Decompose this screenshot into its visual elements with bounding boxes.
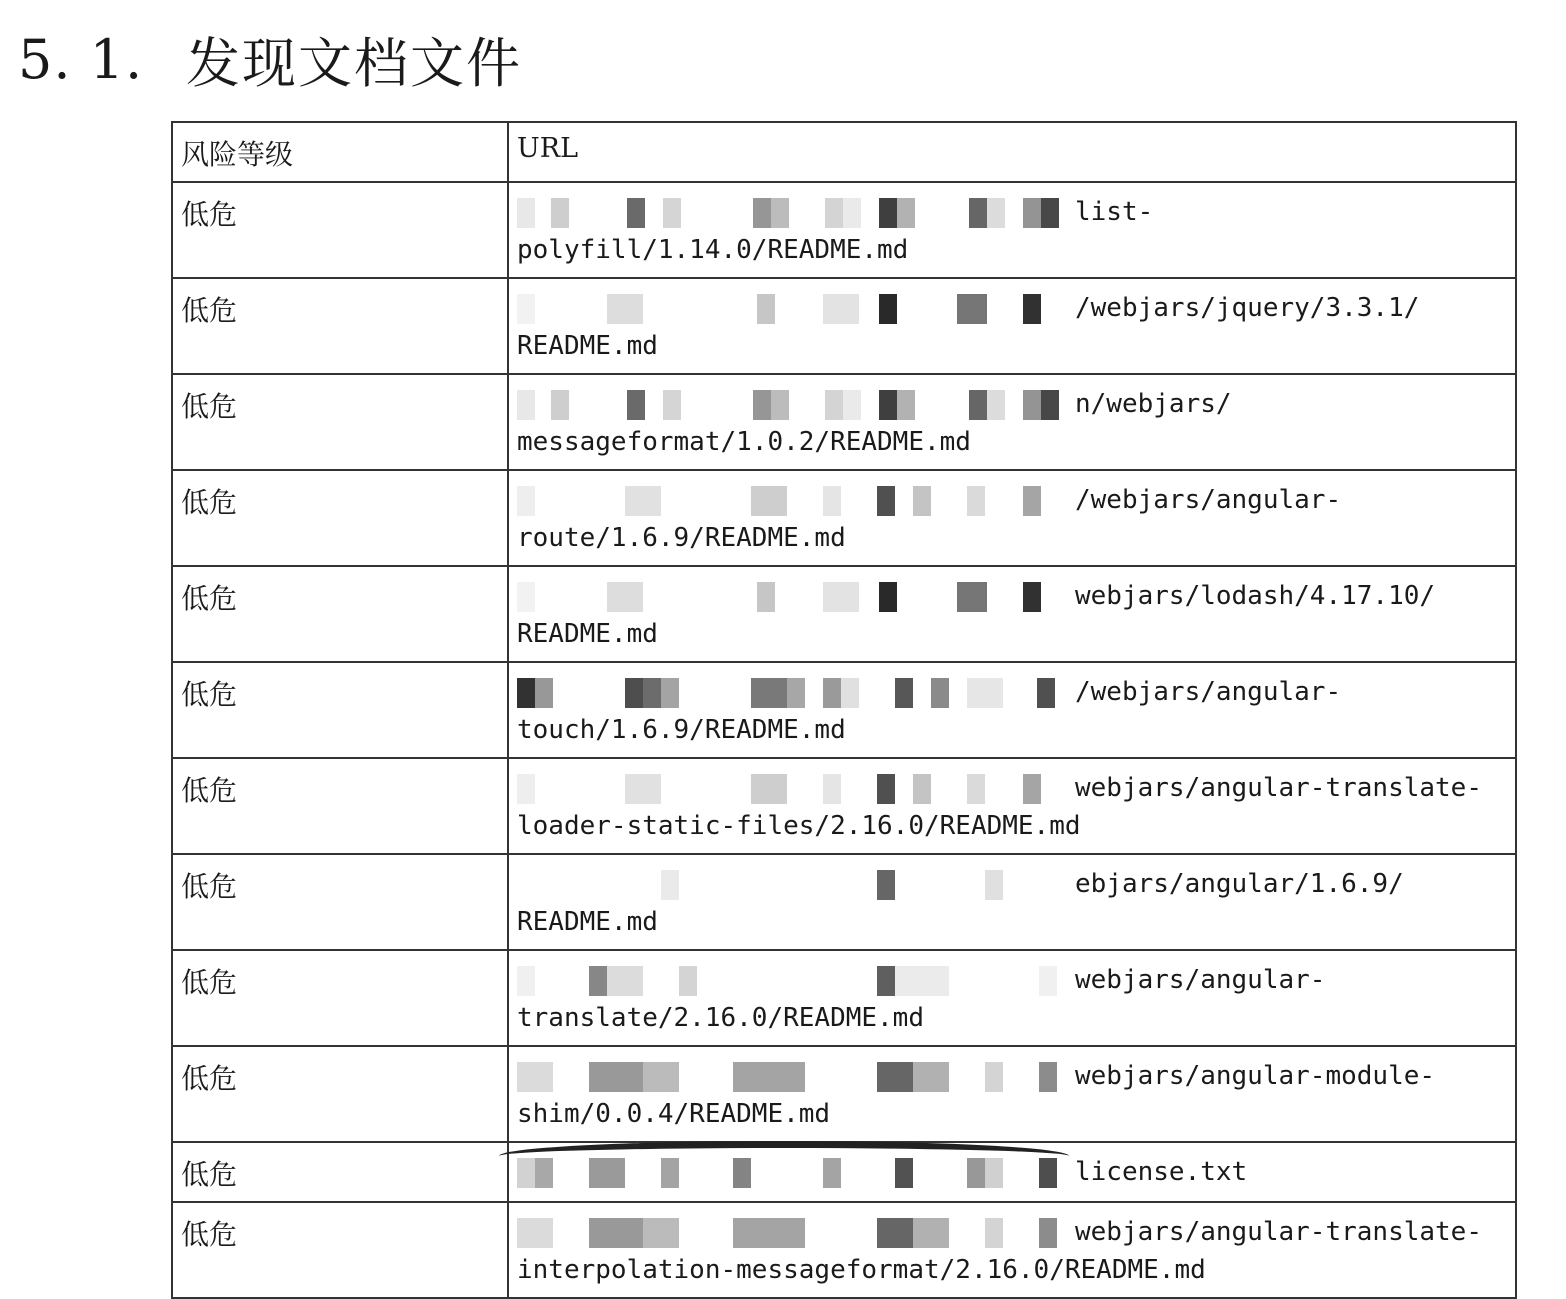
url-text-line2: README.md	[517, 331, 658, 361]
url-text-line1: ebjars/angular/1.6.9/	[1075, 869, 1404, 899]
table-row	[172, 1202, 1516, 1298]
scribble-mark	[499, 1141, 1069, 1156]
risk-level-cell: 低危	[172, 1046, 508, 1142]
table-row	[172, 278, 1516, 374]
table-row	[172, 566, 1516, 662]
url-text-line1: webjars/lodash/4.17.10/	[1075, 581, 1436, 611]
redaction-mosaic	[517, 1218, 1073, 1248]
risk-level-cell: 低危	[172, 278, 508, 374]
risk-level-cell: 低危	[172, 854, 508, 950]
redaction-mosaic	[517, 678, 1073, 708]
redaction-mosaic	[517, 486, 1073, 516]
redaction-mosaic	[517, 774, 1073, 804]
url-text-line2: loader-static-files/2.16.0/README.md	[517, 811, 1081, 841]
risk-level-cell: 低危	[172, 182, 508, 278]
url-cell	[508, 182, 1516, 278]
url-text-line1: list-	[1075, 197, 1154, 227]
url-text-line1: /webjars/angular-	[1075, 677, 1342, 707]
section-heading	[18, 24, 522, 94]
table-row	[172, 1046, 1516, 1142]
risk-level-cell: 低危	[172, 1202, 508, 1298]
url-text-line1: /webjars/jquery/3.3.1/	[1075, 293, 1420, 323]
redaction-mosaic	[517, 1062, 1073, 1092]
table-row	[172, 854, 1516, 950]
table-row	[172, 1142, 1516, 1202]
url-text-line2: interpolation-messageformat/2.16.0/README.md	[517, 1255, 1206, 1285]
url-cell	[508, 950, 1516, 1046]
url-cell	[508, 566, 1516, 662]
table-row	[172, 662, 1516, 758]
url-cell	[508, 1142, 1516, 1202]
url-text-line2: touch/1.6.9/README.md	[517, 715, 846, 745]
section-title: 发现文档文件	[186, 31, 522, 95]
risk-level-cell: 低危	[172, 950, 508, 1046]
url-text-line2: shim/0.0.4/README.md	[517, 1099, 831, 1129]
url-text-line1: webjars/angular-module-	[1075, 1061, 1436, 1091]
redaction-mosaic	[517, 582, 1073, 612]
url-cell	[508, 1046, 1516, 1142]
url-text-line2: route/1.6.9/README.md	[517, 523, 846, 553]
redaction-mosaic	[517, 870, 1073, 900]
url-cell	[508, 278, 1516, 374]
url-text-line2: translate/2.16.0/README.md	[517, 1003, 924, 1033]
url-text-line1: webjars/angular-translate-	[1075, 1217, 1482, 1247]
table-row	[172, 950, 1516, 1046]
url-cell	[508, 1202, 1516, 1298]
redaction-mosaic	[517, 390, 1073, 420]
findings-table	[171, 121, 1517, 1299]
url-text-line2: README.md	[517, 619, 658, 649]
url-cell	[508, 854, 1516, 950]
redaction-mosaic	[517, 1158, 1073, 1188]
table-header-row	[172, 122, 1516, 182]
url-cell	[508, 374, 1516, 470]
table-row	[172, 470, 1516, 566]
url-text-line1: webjars/angular-	[1075, 965, 1326, 995]
url-cell	[508, 470, 1516, 566]
url-text-line1: license.txt	[1075, 1157, 1248, 1187]
url-cell	[508, 662, 1516, 758]
risk-level-cell: 低危	[172, 566, 508, 662]
risk-level-cell: 低危	[172, 470, 508, 566]
url-cell	[508, 758, 1516, 854]
url-text-line2: polyfill/1.14.0/README.md	[517, 235, 909, 265]
url-text-line1: n/webjars/	[1075, 389, 1232, 419]
risk-level-cell: 低危	[172, 1142, 508, 1202]
url-text-line1: webjars/angular-translate-	[1075, 773, 1482, 803]
table-row	[172, 758, 1516, 854]
url-header: URL	[508, 122, 1516, 182]
url-text-line2: messageformat/1.0.2/README.md	[517, 427, 971, 457]
url-text-line1: /webjars/angular-	[1075, 485, 1342, 515]
table-row	[172, 374, 1516, 470]
redaction-mosaic	[517, 198, 1073, 228]
risk-level-header: 风险等级	[172, 122, 508, 182]
risk-level-cell: 低危	[172, 374, 508, 470]
redaction-mosaic	[517, 966, 1073, 996]
redaction-mosaic	[517, 294, 1073, 324]
section-number: 5. 1.	[18, 27, 144, 91]
url-text-line2: README.md	[517, 907, 658, 937]
risk-level-cell: 低危	[172, 662, 508, 758]
table-row	[172, 182, 1516, 278]
risk-level-cell: 低危	[172, 758, 508, 854]
